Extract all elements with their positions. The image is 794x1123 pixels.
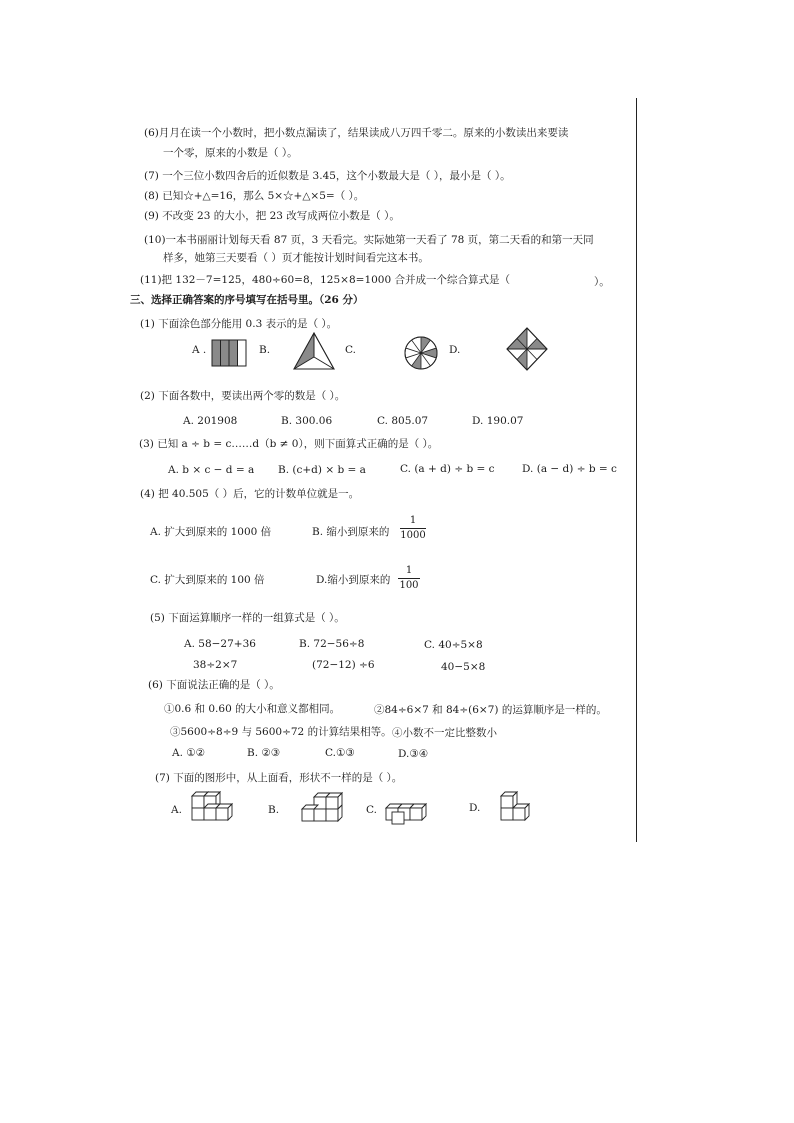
statement-3: ③5600÷8÷9 与 5600÷72 的计算结果相等。 bbox=[170, 726, 392, 738]
option-c: C. 扩大到原来的 100 倍 bbox=[150, 574, 265, 586]
option-c-label: C. bbox=[345, 344, 356, 356]
option-b: B. ②③ bbox=[247, 747, 281, 759]
cube-figure-a bbox=[190, 788, 238, 822]
option-a-expr1: A. 58−27+36 bbox=[184, 638, 256, 650]
question-3-1-stem: (1) 下面涂色部分能用 0.3 表示的是（ ）。 bbox=[140, 318, 338, 330]
cube-figure-b bbox=[300, 791, 350, 825]
question-3-3-stem: (3) 已知 a ÷ b = c……d（b ≠ 0），则下面算式正确的是（ ）。 bbox=[139, 438, 439, 450]
cube-figure-c bbox=[382, 800, 434, 826]
shaded-circle-figure bbox=[403, 335, 439, 371]
option-a: A. 扩大到原来的 1000 倍 bbox=[150, 526, 272, 538]
option-a: A. b × c − d = a bbox=[168, 464, 255, 476]
fraction-numerator: 1 bbox=[409, 515, 417, 526]
option-c-expr1: C. 40÷5×8 bbox=[424, 639, 483, 651]
option-d-label: D. bbox=[449, 344, 461, 356]
option-c: C.①③ bbox=[325, 747, 355, 759]
option-d-label: D. bbox=[469, 802, 481, 814]
option-d: D. 190.07 bbox=[472, 415, 524, 427]
question-3-2-stem: (2) 下面各数中，要读出两个零的数是（ ）。 bbox=[140, 390, 346, 402]
fraction-one-thousandth bbox=[400, 515, 426, 542]
option-b-label: B. bbox=[259, 344, 271, 356]
option-c: C. 805.07 bbox=[377, 415, 429, 427]
question-3-7-stem: (7) 下面的图形中，从上面看，形状不一样的是（ ）。 bbox=[155, 772, 403, 784]
option-c-label: C. bbox=[366, 804, 377, 816]
fraction-one-hundredth bbox=[398, 565, 420, 592]
cube-figure-d bbox=[499, 788, 539, 822]
option-b-expr1: B. 72−56÷8 bbox=[299, 638, 365, 650]
statement-2: ②84÷6×7 和 84÷(6×7) 的运算顺序是一样的。 bbox=[374, 704, 607, 716]
option-b-label: B. bbox=[268, 804, 280, 816]
question-3-5-stem: (5) 下面运算顺序一样的一组算式是（ ）。 bbox=[150, 612, 345, 624]
question-2-10-line2: 样多，她第三天要看（ ）页才能按计划时间看完这本书。 bbox=[163, 252, 429, 264]
statement-1: ①0.6 和 0.60 的大小和意义都相同。 bbox=[164, 703, 341, 715]
question-3-4-stem: (4) 把 40.505（ ）后，它的计数单位就是一。 bbox=[140, 488, 360, 500]
option-a-label: A . bbox=[192, 344, 207, 356]
shaded-rectangle-figure bbox=[211, 339, 247, 367]
question-2-8: (8) 已知☆+△=16，那么 5×☆+△×5=（ ）。 bbox=[144, 190, 365, 202]
option-c: C. (a + d) ÷ b = c bbox=[400, 463, 495, 475]
fraction-numerator: 1 bbox=[405, 565, 413, 576]
question-2-11-end: ）。 bbox=[594, 276, 610, 288]
question-2-9: (9) 不改变 23 的大小，把 23 改写成两位小数是（ ）。 bbox=[144, 210, 400, 222]
margin-rule bbox=[636, 98, 637, 842]
option-a-expr2: 38÷2×7 bbox=[193, 659, 238, 671]
fraction-denominator: 1000 bbox=[400, 530, 426, 541]
option-d: D.③④ bbox=[398, 748, 429, 760]
fraction-denominator: 100 bbox=[399, 580, 419, 591]
question-2-6-line1: (6)月月在读一个小数时，把小数点漏读了，结果读成八万四千零二。原来的小数读出来要读 bbox=[144, 127, 569, 139]
option-b: B. 300.06 bbox=[281, 415, 333, 427]
question-2-11: (11)把 132－7=125，480÷60=8，125×8=1000 合并成一个综合算式是（ bbox=[140, 274, 511, 286]
option-c-expr2: 40−5×8 bbox=[441, 661, 486, 673]
option-b: B. 缩小到原来的 bbox=[312, 526, 390, 538]
statement-4: ④小数不一定比整数小 bbox=[392, 727, 497, 739]
option-a-label: A. bbox=[171, 804, 182, 816]
option-b: B. (c+d) × b = a bbox=[278, 464, 366, 476]
option-a: A. ①② bbox=[172, 747, 206, 759]
option-b-expr2: (72−12) ÷6 bbox=[312, 659, 375, 671]
shaded-diamond-figure bbox=[505, 326, 549, 372]
question-3-6-stem: (6) 下面说法正确的是（ ）。 bbox=[148, 679, 280, 691]
option-a: A. 201908 bbox=[183, 415, 238, 427]
option-d: D.缩小到原来的 bbox=[316, 574, 391, 586]
question-2-6-line2: 一个零，原来的小数是（ ）。 bbox=[163, 147, 298, 159]
question-2-7: (7) 一个三位小数四舍后的近似数是 3.45，这个小数最大是（ ），最小是（ ）。 bbox=[144, 170, 511, 182]
question-2-10-line1: (10)一本书丽丽计划每天看 87 页，3 天看完。实际她第一天看了 78 页，第二天看的和第一天同 bbox=[144, 234, 594, 246]
shaded-triangle-figure bbox=[292, 331, 336, 371]
option-d: D. (a − d) ÷ b = c bbox=[522, 463, 617, 475]
section-3-heading: 三、选择正确答案的序号填写在括号里。（26 分） bbox=[130, 294, 364, 306]
